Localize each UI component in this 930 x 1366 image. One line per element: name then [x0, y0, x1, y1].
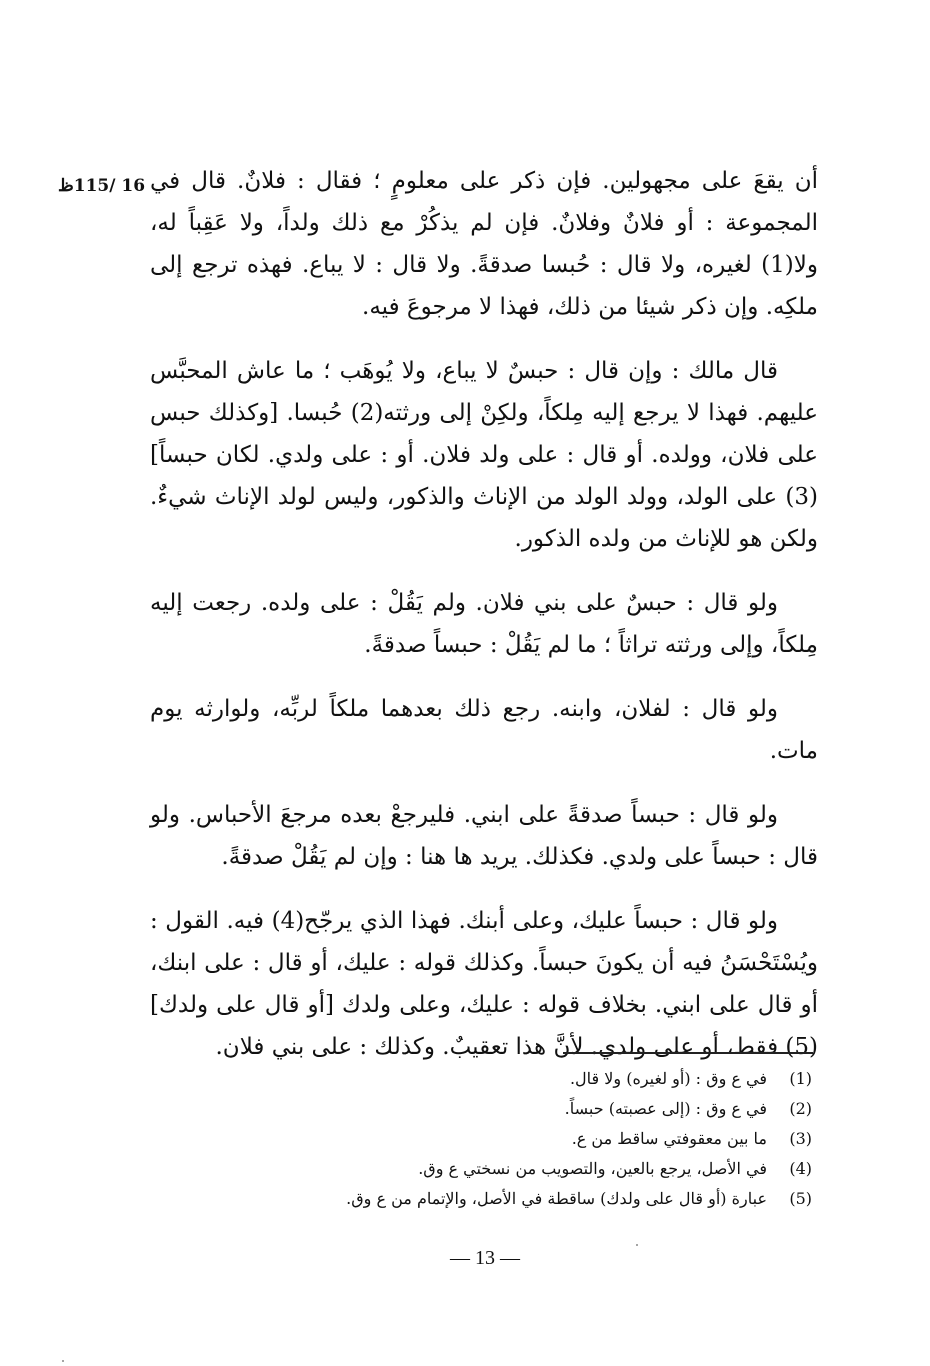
scan-speck — [636, 1244, 638, 1246]
footnote-number: (2) — [789, 1099, 812, 1118]
footnote-text: ما بين معقوفتي ساقط من ع. — [571, 1129, 767, 1148]
footnote-text: في ع وق : (أو لغيره) ولا قال. — [569, 1069, 767, 1088]
footnote-1 — [200, 1064, 812, 1094]
footnotes — [200, 1064, 812, 1214]
paragraph-2: قال مالك : وإن قال : حبسٌ لا يباع، ولا يُوهَب ؛ ما عاش المحبَّس عليهم. فهذا لا يرجع إليه مِلكاً، ولكِنْ إلى ورثته(2) حُبسا. [وكذلك حبس على فلان، وولده. أو قال : على ولد فلان. أو : على ولدي. لكان حبساً](3) على الولد، وولد الولد من الإناث والذكور، وليس لولد الإناث شيءٌ. ولكن هو للإناث من ولده الذكور. — [150, 358, 818, 552]
footnote-text: عبارة (أو قال على ولدك) ساقطة في الأصل، والإتمام من ع وق. — [346, 1189, 767, 1208]
footnote-number: (1) — [789, 1069, 812, 1088]
footnote-2 — [200, 1094, 812, 1124]
paragraph-4: ولو قال : لفلان، وابنه. رجع ذلك بعدهما ملكاً لربِّه، ولوارثه يوم مات. — [150, 696, 818, 764]
paragraph-5: ولو قال : حبساً صدقةً على ابني. فليرجعْ بعده مرجعَ الأحباس. ولو قال : حبساً على ولدي. فكذلك. يريد ها هنا : وإن لم يَقُلْ صدقةً. — [150, 802, 818, 870]
footnote-3 — [200, 1124, 812, 1154]
page-number: — 13 — — [450, 1247, 520, 1269]
footnote-text: في الأصل، يرجع بالعين، والتصويب من نسختي ع وق. — [418, 1159, 767, 1178]
footnote-number: (4) — [789, 1159, 812, 1178]
margin-folio-reference: 16 /115ظ — [58, 176, 146, 196]
footnote-4 — [200, 1154, 812, 1184]
footnote-number: (3) — [789, 1129, 812, 1148]
paragraph-3: ولو قال : حبسٌ على بني فلان. ولم يَقُلْ : على ولده. رجعت إليه مِلكاً، وإلى ورثته تراثاً ؛ ما لم يَقُلْ : حبساً صدقةً. — [150, 590, 818, 658]
footnote-text: في ع وق : (إلى عصبته) حبساً. — [564, 1099, 767, 1118]
main-text — [150, 160, 818, 1090]
paragraph-1: أن يقعَ على مجهولين. فإن ذكر على معلومٍ ؛ فقال : فلانٌ. قال في المجموعة : أو فلانٌ وفلانٌ. فإن لم يذكُرْ مع ذلك ولداً، ولا عَقِباً له، ولا(1) لغيره، ولا قال : حُبسا صدقةً. ولا قال : لا يباع. فهذه ترجع إلى ملكِه. وإن ذكر شيئا من ذلك، فهذا لا مرجوعَ فيه. — [150, 168, 818, 320]
paragraph-6: ولو قال : حبساً عليك، وعلى أبنك. فهذا الذي يرجّح(4) فيه. القول : ويُسْتَحْسَنُ فيه أن يكونَ حبساً. وكذلك قوله : عليك، أو قال : على ابنك، أو قال على ابني. بخلاف قوله : عليك، وعلى ولدك [أو قال على ولدك](5) فقط، أو على ولدي. لأنَّ هذا تعقيبٌ. وكذلك : على بني فلان. — [150, 908, 818, 1060]
footnote-separator — [563, 1052, 813, 1054]
footnote-number: (5) — [789, 1189, 812, 1208]
footnote-5 — [200, 1184, 812, 1214]
scan-speck — [62, 1360, 64, 1362]
